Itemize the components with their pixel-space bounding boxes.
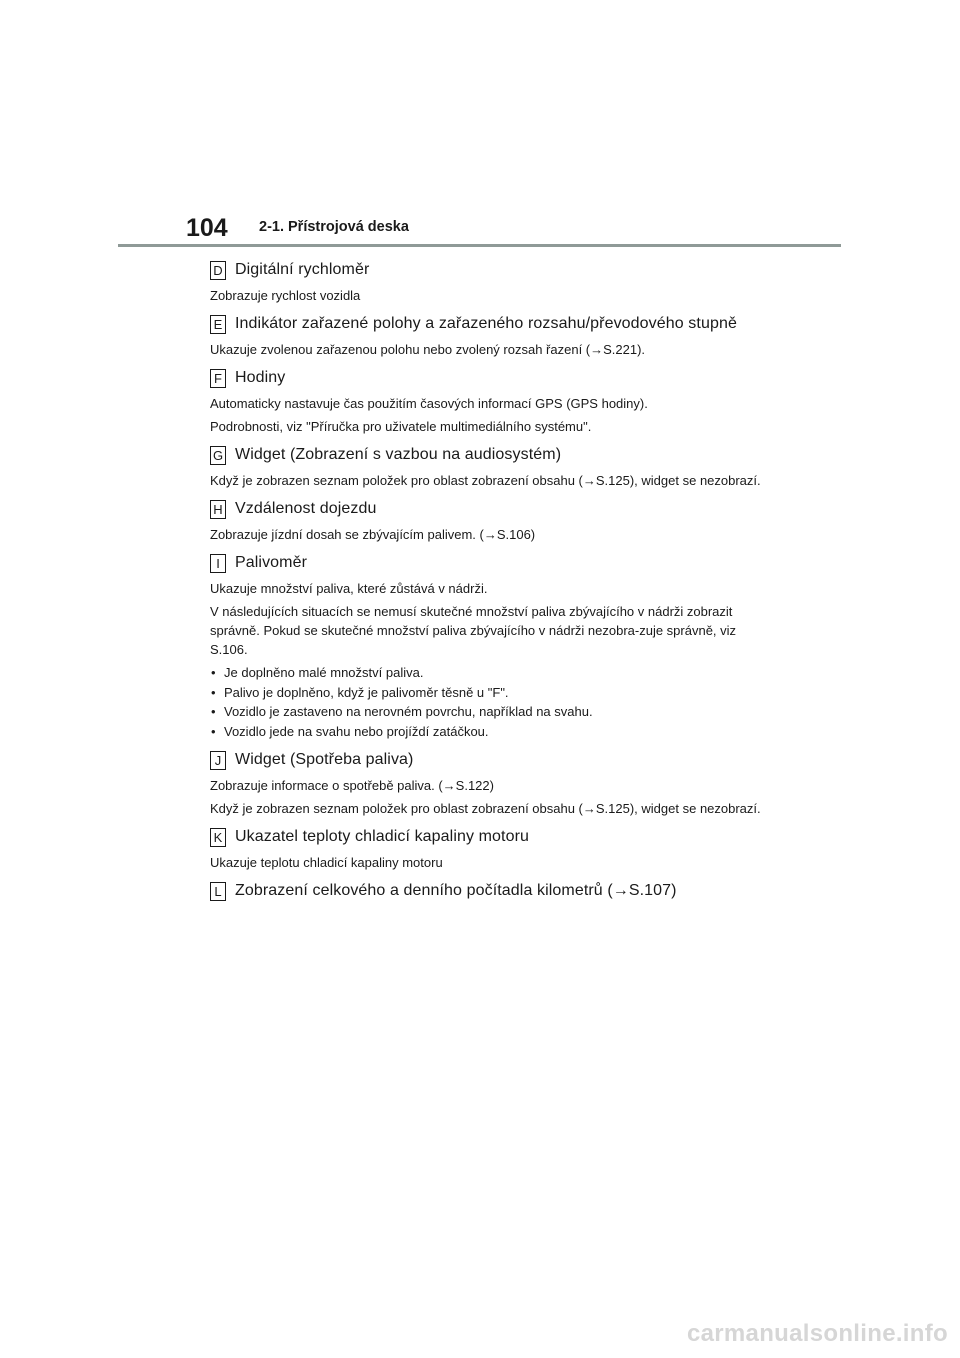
section-i (210, 551, 770, 741)
section-title: Digitální rychloměr (235, 261, 370, 278)
letter-badge: L (210, 882, 226, 901)
section-title: Widget (Spotřeba paliva) (235, 751, 414, 768)
section-paragraph: Zobrazuje rychlost vozidla (210, 288, 361, 303)
section-heading (210, 366, 770, 390)
section-heading (210, 312, 770, 336)
section-paragraph: Automaticky nastavuje čas použitím časových informací GPS (GPS hodiny). (210, 396, 648, 411)
letter-badge: F (210, 369, 226, 388)
section-paragraph: V následujících situacích se nemusí skutečné množství paliva zbývajícího v nádrži zobrazit správně. Pokud se skutečné množství paliva zbývajícího v nádrži nezobra-zuje správně, viz S.106. (210, 604, 737, 657)
section-heading (210, 748, 770, 772)
section-paragraph: Ukazuje množství paliva, které zůstává v nádrži. (210, 581, 488, 596)
chapter-title: 2-1. Přístrojová deska (259, 219, 409, 235)
section-heading (210, 258, 770, 282)
section-title: Vzdálenost dojezdu (235, 500, 377, 517)
letter-badge: D (210, 261, 226, 280)
bullet-item: • Vozidlo je zastaveno na nerovném povrchu, například na svahu. (210, 702, 770, 722)
section-g (210, 443, 770, 490)
section-title: Palivoměr (235, 554, 308, 571)
section-title: Zobrazení celkového a denního počítadla kilometrů (→S.107) (235, 882, 677, 899)
section-k (210, 825, 770, 872)
section-paragraph: Zobrazuje informace o spotřebě paliva. (→S.122) (210, 778, 494, 793)
section-heading (210, 879, 770, 903)
letter-badge: G (210, 446, 226, 465)
watermark: carmanualsonline.info (686, 1320, 948, 1347)
bullet-list (210, 663, 770, 741)
section-j (210, 748, 770, 818)
page-number: 104 (186, 214, 228, 242)
section-paragraph: Když je zobrazen seznam položek pro oblast zobrazení obsahu (→S.125), widget se nezobrazí. (210, 801, 761, 816)
section-heading (210, 497, 770, 521)
bullet-item: • Palivo je doplněno, když je palivoměr těsně u "F". (210, 683, 770, 703)
bullet-item: • Je doplněno malé množství paliva. (210, 663, 770, 683)
section-paragraph: Ukazuje teplotu chladicí kapaliny motoru (210, 855, 443, 870)
letter-badge: E (210, 315, 226, 334)
letter-badge: J (210, 751, 226, 770)
letter-badge: H (210, 500, 226, 519)
content (210, 258, 770, 910)
section-l (210, 879, 770, 903)
section-title: Ukazatel teploty chladicí kapaliny motoru (235, 828, 530, 845)
section-title: Widget (Zobrazení s vazbou na audiosystém) (235, 446, 562, 463)
letter-badge: K (210, 828, 226, 847)
header-divider (118, 244, 841, 247)
bullet-item: • Vozidlo jede na svahu nebo projíždí zatáčkou. (210, 722, 770, 742)
section-heading (210, 551, 770, 575)
section-paragraph: Zobrazuje jízdní dosah se zbývajícím palivem. (→S.106) (210, 527, 536, 542)
section-title: Hodiny (235, 369, 286, 386)
letter-badge: I (210, 554, 226, 573)
section-heading (210, 825, 770, 849)
section-h (210, 497, 770, 544)
section-f (210, 366, 770, 436)
section-heading (210, 443, 770, 467)
section-paragraph: Ukazuje zvolenou zařazenou polohu nebo zvolený rozsah řazení (→S.221). (210, 342, 646, 357)
section-paragraph: Podrobnosti, viz "Příručka pro uživatele multimediálního systému". (210, 419, 592, 434)
section-d (210, 258, 770, 305)
section-paragraph: Když je zobrazen seznam položek pro oblast zobrazení obsahu (→S.125), widget se nezobrazí. (210, 473, 761, 488)
section-e (210, 312, 770, 359)
section-title: Indikátor zařazené polohy a zařazeného rozsahu/převodového stupně (235, 315, 737, 332)
